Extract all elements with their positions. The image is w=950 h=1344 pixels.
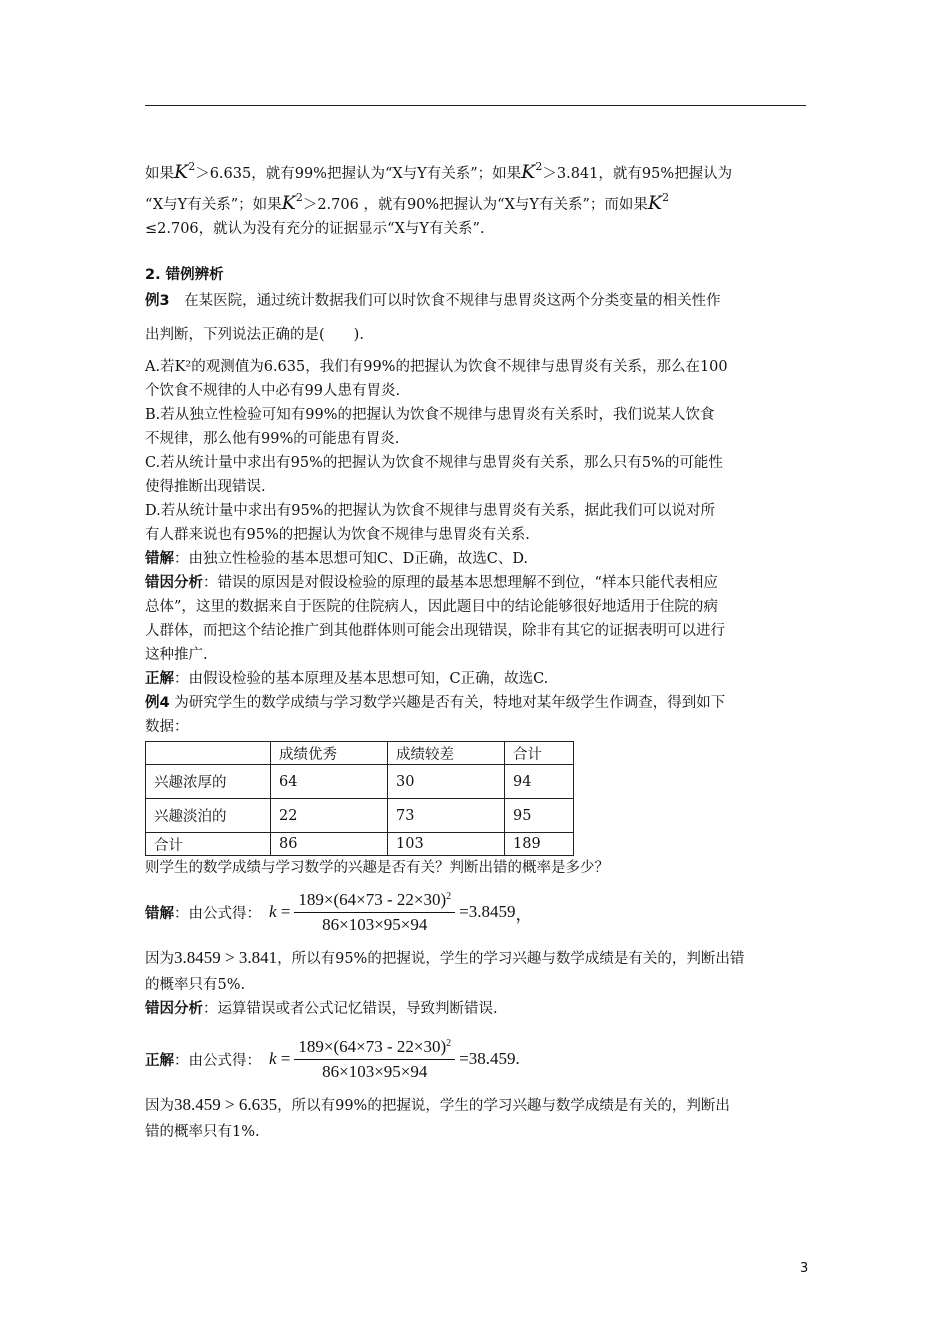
ex3-cause-4: 这种推广. [145, 647, 208, 663]
ex3-option-b-2: 不规律，那么他有99%的可能患有胃炎. [145, 431, 400, 447]
ex4-cause: 错因分析：运算错误或者公式记忆错误，导致判断错误. [145, 1001, 498, 1017]
ex3-cause-2: 总体”，这里的数据来自于医院的住院病人，因此题目中的结论能够很好地适用于住院的病 [145, 599, 718, 615]
ex3-cause-1: 错因分析：错误的原因是对假设检验的原理的最基本思想理解不到位，“样本只能代表相应 [145, 575, 718, 591]
table-cell: 合计 [146, 833, 271, 856]
page-number: 3 [800, 1261, 809, 1276]
header-rule [145, 105, 806, 106]
table-cell: 103 [388, 833, 505, 856]
table-header-row [146, 742, 574, 765]
table-cell: 73 [388, 799, 505, 833]
ex3-option-b-1: B.若从独立性检验可知有99%的把握认为饮食不规律与患胃炎有关系时，我们说某人饮食 [145, 407, 715, 423]
data-table [145, 741, 574, 856]
ex4-right-conclusion-1: 因为38.459 > 6.635，所以有99%的把握说，学生的学习兴趣与数学成绩是有关的，判断出 [145, 1095, 730, 1114]
table-row [146, 765, 574, 799]
table-cell: 189 [505, 833, 574, 856]
ex4-wrong-conclusion-1: 因为3.8459 > 3.841，所以有95%的把握说，学生的学习兴趣与数学成绩是有关的，判断出错 [145, 948, 745, 967]
ex3-wrong-solution: 错解：由独立性检验的基本思想可知C、D正确，故选C、D. [145, 551, 529, 567]
wrong-label: 错解 [145, 905, 174, 922]
table-cell: 22 [271, 799, 388, 833]
table-cell: 合计 [505, 742, 574, 765]
table-cell: 86 [271, 833, 388, 856]
table-cell [146, 742, 271, 765]
ex3-option-d-1: D.若从统计量中求出有95%的把握认为饮食不规律与患胃炎有关系，据此我们可以说对所 [145, 503, 715, 519]
ex4-stem-2: 数据： [145, 719, 189, 735]
table-row [146, 833, 574, 856]
intro-line-3: ≤2.706，就认为没有充分的证据显示“X与Y有关系”. [145, 221, 485, 237]
table-cell: 64 [271, 765, 388, 799]
table-cell: 95 [505, 799, 574, 833]
table-row [146, 799, 574, 833]
table-cell: 30 [388, 765, 505, 799]
ex3-option-a-2: 个饮食不规律的人中必有99人患有胃炎. [145, 383, 401, 399]
ex3-cause-3: 人群体，而把这个结论推广到其他群体则可能会出现错误，除非有其它的证据表明可以进行 [145, 623, 725, 639]
table-cell: 94 [505, 765, 574, 799]
ex4-wrong-formula-row: 错解 ：由公式得： k = $\frac{189\times(64\times 73 - 22\times 30)^2}{86\times 103\times 95\times 94}$ =3.8459 ， [145, 889, 533, 934]
intro-line-2: “X与Y有关系”；如果$K^2>2.706$ ，就有90%把握认为“X与Y有关系”；而如果$K^2$ [145, 191, 670, 214]
section-title: 2. 错例辨析 [145, 267, 224, 283]
table-cell: 兴趣淡泊的 [146, 799, 271, 833]
ex3-option-c-1: C.若从统计量中求出有95%的把握认为饮食不规律与患胃炎有关系，那么只有5%的可能性 [145, 455, 723, 471]
formula-right: k = $\frac{189\times(64\times 73 - 22\times 30)^2}{86\times 103\times 95\times 94}$ =38.459 . [269, 1036, 520, 1081]
ex3-option-d-2: 有人群来说也有95%的把握认为饮食不规律与患胃炎有关系. [145, 527, 530, 543]
intro-line-1: 如果$K^2>6.635$，就有99%把握认为“X与Y有关系”；如果$K^2>3.841$，就有95%把握认为 [145, 160, 733, 183]
right-label: 正解 [145, 1052, 174, 1069]
ex3-stem-2: 出判断，下列说法正确的是( ). [145, 327, 364, 343]
ex4-question: 则学生的数学成绩与学习数学的兴趣是否有关？判断出错的概率是多少？ [145, 860, 609, 876]
ex4-wrong-conclusion-2: 的概率只有5%. [145, 977, 246, 993]
table-cell: 成绩较差 [388, 742, 505, 765]
table-cell: 成绩优秀 [271, 742, 388, 765]
ex3-option-a-1: A.若K²的观测值为6.635，我们有99%的把握认为饮食不规律与患胃炎有关系，那么在100 [145, 359, 728, 375]
ex3-stem-1: 例3 在某医院，通过统计数据我们可以时饮食不规律与患胃炎这两个分类变量的相关性作 [145, 293, 721, 309]
page-content [145, 155, 806, 1144]
ex3-option-c-2: 使得推断出现错误. [145, 479, 266, 495]
ex4-right-formula-row: 正解 ：由公式得： k = $\frac{189\times(64\times 73 - 22\times 30)^2}{86\times 103\times 95\times 94}$ =38.459 . [145, 1036, 520, 1081]
ex4-stem-1: 例4 为研究学生的数学成绩与学习数学兴趣是否有关，特地对某年级学生作调查，得到如下 [145, 695, 726, 711]
ex3-right-solution: 正解：由假设检验的基本原理及基本思想可知，C正确，故选C. [145, 671, 549, 687]
formula-wrong: k = $\frac{189\times(64\times 73 - 22\times 30)^2}{86\times 103\times 95\times 94}$ =3.8459 ， [269, 889, 533, 934]
ex4-right-conclusion-2: 错的概率只有1%. [145, 1124, 260, 1140]
table-cell: 兴趣浓厚的 [146, 765, 271, 799]
